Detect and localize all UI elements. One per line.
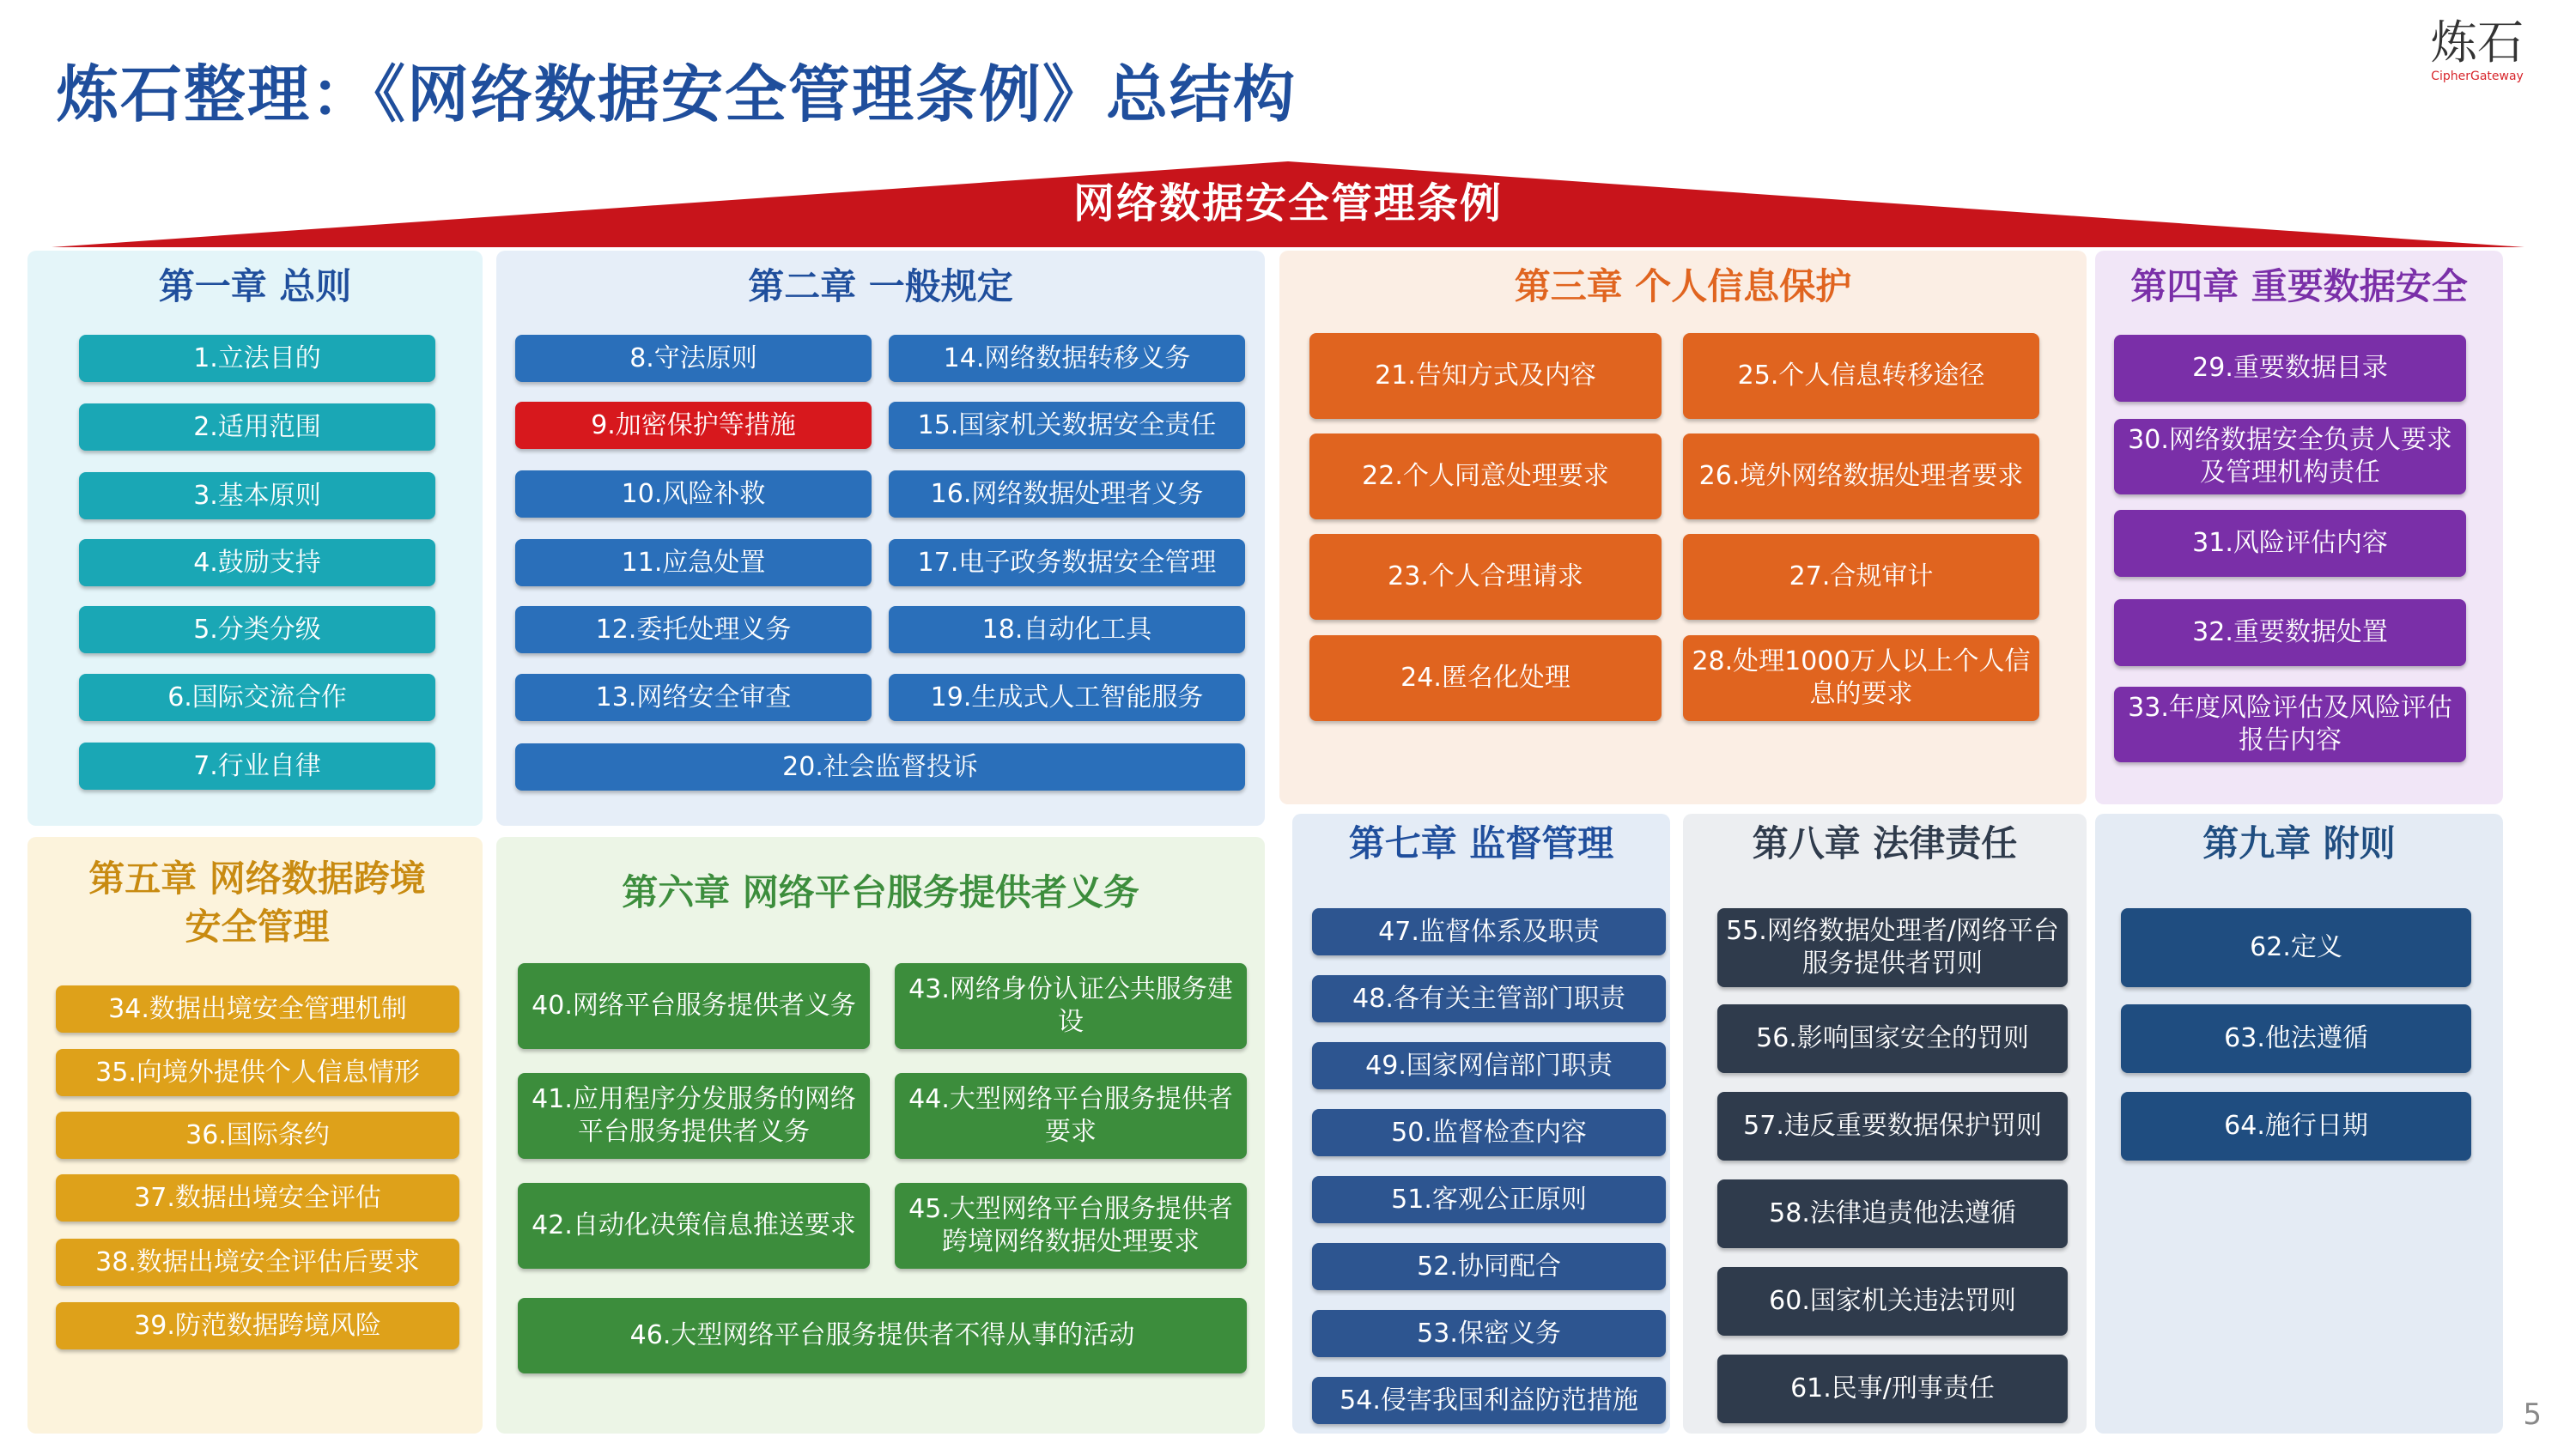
ch6-item-wide: 46.大型网络平台服务提供者不得从事的活动 (518, 1298, 1247, 1373)
ch9-item: 64.施行日期 (2121, 1092, 2471, 1161)
chapter-9-title: 第九章 附则 (2202, 822, 2396, 864)
logo-subtext: CipherGateway (2431, 70, 2524, 83)
ch5-item: 39.防范数据跨境风险 (56, 1302, 459, 1349)
page-number: 5 (2523, 1397, 2542, 1432)
logo (2404, 17, 2550, 84)
ch2-item-highlight: 9.加密保护等措施 (515, 402, 872, 449)
ch1-item: 4.鼓励支持 (79, 539, 435, 586)
ch5-item: 36.国际条约 (56, 1112, 459, 1159)
ch2-item: 19.生成式人工智能服务 (889, 674, 1245, 721)
ch6-item: 40.网络平台服务提供者义务 (518, 963, 870, 1049)
ch2-item: 11.应急处置 (515, 539, 872, 586)
chapter-5-title: 第五章 网络数据跨境安全管理 (88, 858, 426, 948)
ch1-item: 1.立法目的 (79, 335, 435, 382)
ch7-item: 48.各有关主管部门职责 (1312, 975, 1666, 1022)
ch2-item: 15.国家机关数据安全责任 (889, 402, 1245, 449)
chapter-7-title: 第七章 监督管理 (1348, 822, 1614, 864)
ch3-item: 23.个人合理请求 (1309, 534, 1662, 620)
ch3-item: 21.告知方式及内容 (1309, 333, 1662, 419)
ch2-item: 17.电子政务数据安全管理 (889, 539, 1245, 586)
ch3-item: 26.境外网络数据处理者要求 (1683, 433, 2039, 519)
ch3-item: 27.合规审计 (1683, 534, 2039, 620)
chapter-2-title: 第二章 一般规定 (748, 265, 1013, 307)
ch5-item: 38.数据出境安全评估后要求 (56, 1239, 459, 1286)
ch7-item: 54.侵害我国利益防范措施 (1312, 1377, 1666, 1424)
ch3-item: 28.处理1000万人以上个人信息的要求 (1683, 635, 2039, 721)
ch2-item: 16.网络数据处理者义务 (889, 470, 1245, 518)
ch2-item-wide: 20.社会监督投诉 (515, 743, 1245, 791)
ch1-item: 7.行业自律 (79, 743, 435, 790)
ch2-item: 14.网络数据转移义务 (889, 335, 1245, 382)
chapter-4-title: 第四章 重要数据安全 (2130, 265, 2468, 307)
chapter-3-title: 第三章 个人信息保护 (1514, 265, 1852, 307)
ch5-item: 34.数据出境安全管理机制 (56, 985, 459, 1033)
ch9-item: 63.他法遵循 (2121, 1004, 2471, 1073)
ch3-item: 25.个人信息转移途径 (1683, 333, 2039, 419)
ch2-item: 12.委托处理义务 (515, 606, 872, 653)
ch1-item: 2.适用范围 (79, 403, 435, 451)
ch2-item: 13.网络安全审查 (515, 674, 872, 721)
ch5-item: 37.数据出境安全评估 (56, 1174, 459, 1222)
ch6-item: 45.大型网络平台服务提供者跨境网络数据处理要求 (895, 1183, 1247, 1269)
ch4-item: 30.网络数据安全负责人要求及管理机构责任 (2114, 419, 2466, 494)
ch8-item: 58.法律追责他法遵循 (1717, 1179, 2068, 1248)
ch2-item: 10.风险补救 (515, 470, 872, 518)
ch2-item: 8.守法原则 (515, 335, 872, 382)
ch7-item: 53.保密义务 (1312, 1310, 1666, 1357)
ch4-item: 32.重要数据处置 (2114, 599, 2466, 666)
ch8-item: 61.民事/刑事责任 (1717, 1355, 2068, 1423)
ch7-item: 47.监督体系及职责 (1312, 908, 1666, 955)
ch4-item: 31.风险评估内容 (2114, 510, 2466, 577)
ch1-item: 5.分类分级 (79, 606, 435, 653)
ch6-item: 44.大型网络平台服务提供者要求 (895, 1073, 1247, 1159)
ch8-item: 56.影响国家安全的罚则 (1717, 1004, 2068, 1073)
ch1-item: 6.国际交流合作 (79, 674, 435, 721)
ch5-item: 35.向境外提供个人信息情形 (56, 1049, 459, 1096)
ch8-item: 55.网络数据处理者/网络平台服务提供者罚则 (1717, 908, 2068, 987)
chapter-8-title: 第八章 法律责任 (1752, 822, 2018, 864)
ch8-item: 57.违反重要数据保护罚则 (1717, 1092, 2068, 1161)
ch4-item: 29.重要数据目录 (2114, 335, 2466, 402)
banner-title: 网络数据安全管理条例 (1072, 179, 1503, 227)
ch6-item: 42.自动化决策信息推送要求 (518, 1183, 870, 1269)
ch3-item: 22.个人同意处理要求 (1309, 433, 1662, 519)
ch9-item: 62.定义 (2121, 908, 2471, 987)
ch6-item: 43.网络身份认证公共服务建设 (895, 963, 1247, 1049)
ch7-item: 52.协同配合 (1312, 1243, 1666, 1290)
ch4-item: 33.年度风险评估及风险评估报告内容 (2114, 687, 2466, 762)
ch8-item: 60.国家机关违法罚则 (1717, 1267, 2068, 1336)
ch1-item: 3.基本原则 (79, 472, 435, 519)
ch6-item: 41.应用程序分发服务的网络平台服务提供者义务 (518, 1073, 870, 1159)
chapter-1-title: 第一章 总则 (158, 265, 352, 307)
logo-mark: 炼石 (2431, 15, 2524, 70)
ch3-item: 24.匿名化处理 (1309, 635, 1662, 721)
ch7-item: 49.国家网信部门职责 (1312, 1042, 1666, 1089)
ch7-item: 51.客观公正原则 (1312, 1176, 1666, 1223)
chapter-6-title: 第六章 网络平台服务提供者义务 (622, 871, 1139, 913)
page-title: 炼石整理：《网络数据安全管理条例》总结构 (57, 58, 1297, 130)
ch7-item: 50.监督检查内容 (1312, 1109, 1666, 1156)
ch2-item: 18.自动化工具 (889, 606, 1245, 653)
